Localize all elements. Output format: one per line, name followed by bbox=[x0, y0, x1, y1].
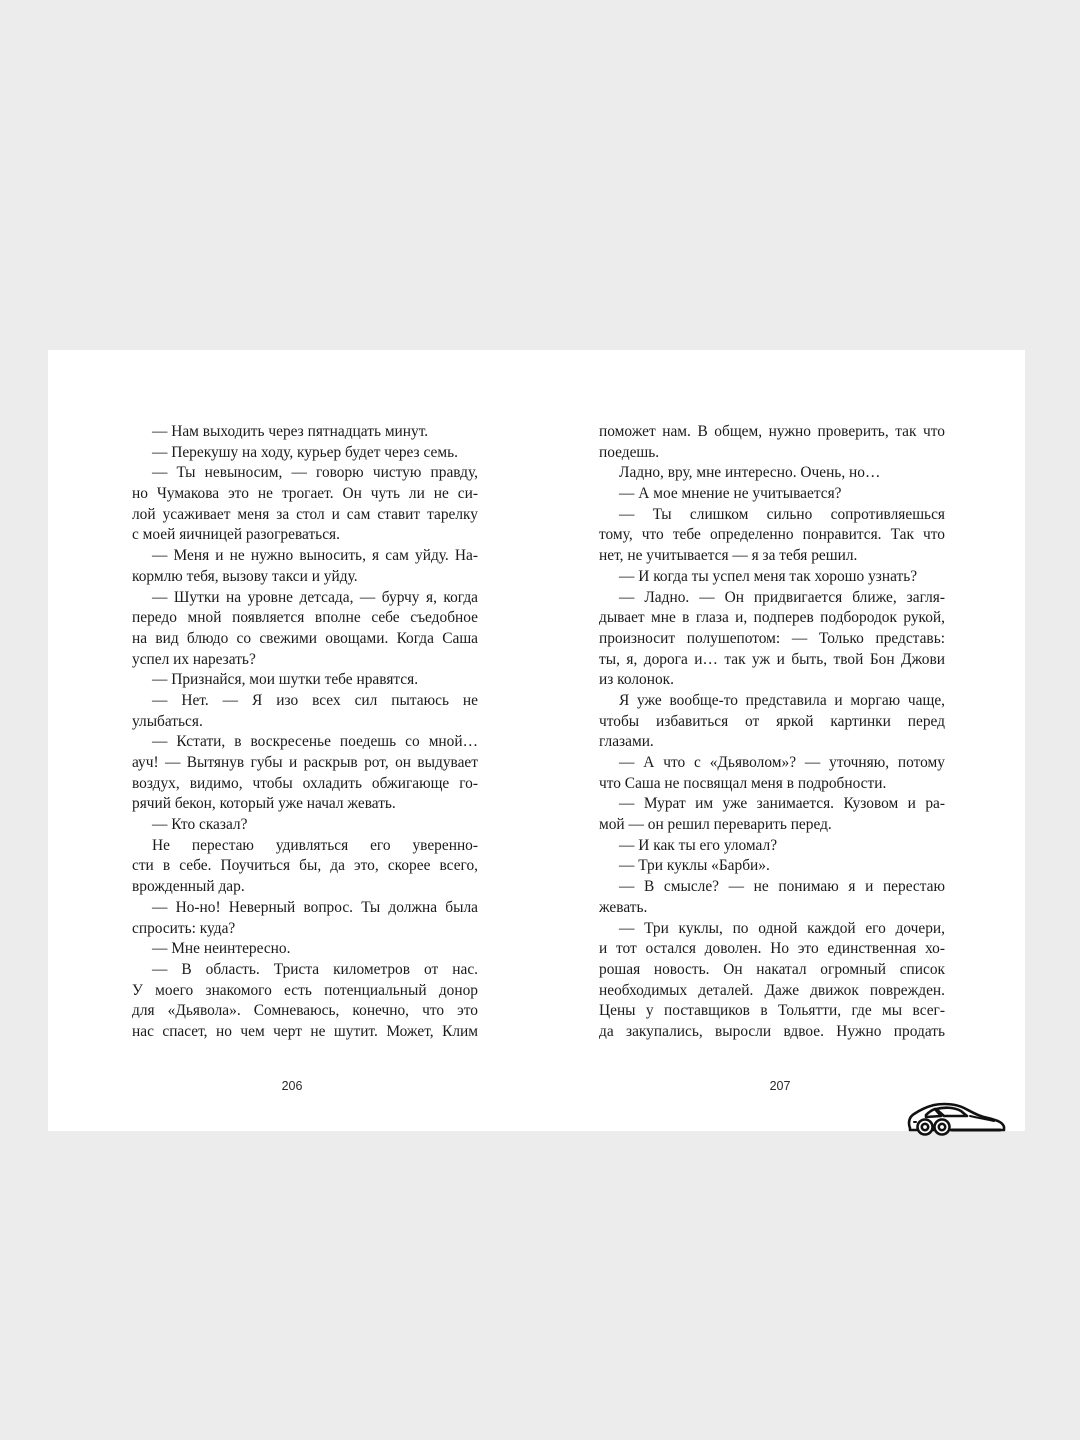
text-line: Я уже вообще-то представила и моргаю чаще, bbox=[619, 691, 945, 709]
text-line: рячий бекон, который уже начал жевать. bbox=[132, 795, 396, 813]
text-line: что Саша не посвящал меня в подробности. bbox=[599, 774, 887, 792]
text-line: из колонок. bbox=[599, 671, 674, 689]
text-line: — В смысле? — не понимаю я и перестаю bbox=[619, 878, 945, 896]
text-line: лой усаживает меня за стол и сам ставит тарелку bbox=[132, 505, 478, 523]
text-line: — Меня и не нужно выносить, я сам уйду. На- bbox=[152, 547, 478, 565]
text-line: кормлю тебя, вызову такси и уйду. bbox=[132, 567, 358, 585]
text-line: улыбаться. bbox=[132, 712, 203, 730]
text-line: врожденный дар. bbox=[132, 878, 245, 896]
right-page-text bbox=[599, 422, 945, 1043]
text-line: чтобы избавиться от яркой картинки перед bbox=[599, 712, 945, 730]
text-line: жевать. bbox=[599, 898, 648, 916]
page-number-left: 206 bbox=[281, 1079, 303, 1093]
text-line: — Кто сказал? bbox=[152, 816, 248, 834]
text-line: Ладно, вру, мне интересно. Очень, но… bbox=[619, 464, 881, 482]
text-line: — Шутки на уровне детсада, — бурчу я, когда bbox=[152, 588, 478, 606]
text-line: — Три куклы «Барби». bbox=[619, 857, 770, 875]
text-line: — И когда ты успел меня так хорошо узнать? bbox=[619, 567, 918, 585]
text-line: — А мое мнение не учитывается? bbox=[619, 485, 842, 503]
text-line: на вид блюдо со свежими овощами. Когда Саша bbox=[132, 629, 478, 647]
page-number-right: 207 bbox=[769, 1079, 791, 1093]
text-line: — Три куклы, по одной каждой его дочери, bbox=[619, 919, 945, 937]
text-line: У моего знакомого есть потенциальный донор bbox=[132, 981, 478, 999]
text-line: рошая новость. Он накатал огромный список bbox=[599, 960, 945, 978]
text-line: — Нам выходить через пятнадцать минут. bbox=[152, 423, 429, 440]
text-line: ауч! — Вытянув губы и раскрыв рот, он выдувает bbox=[132, 754, 478, 771]
text-line: — Ты слишком сильно сопротивляешься bbox=[619, 505, 945, 523]
text-line: глазами. bbox=[599, 733, 654, 751]
text-line: — Кстати, в воскресенье поедешь со мной… bbox=[152, 733, 478, 751]
text-line: — Ладно. — Он придвигается ближе, загля- bbox=[619, 588, 945, 606]
text-line: — Нет. — Я изо всех сил пытаюсь не bbox=[152, 691, 478, 709]
text-line: сти в себе. Поучиться бы, да это, скорее всего, bbox=[132, 857, 478, 875]
text-line: дывает мне в глаза и, подперев подбородок рукой, bbox=[599, 609, 945, 627]
text-line: Не перестаю удивляться его уверенно- bbox=[152, 836, 478, 854]
text-line: — В область. Триста километров от нас. bbox=[152, 960, 478, 978]
text-line: — Признайся, мои шутки тебе нравятся. bbox=[152, 671, 419, 689]
text-line: — А что с «Дьяволом»? — уточняю, потому bbox=[619, 754, 945, 771]
text-line: поможет нам. В общем, нужно проверить, так что bbox=[599, 423, 945, 440]
text-line: — Мурат им уже занимается. Кузовом и ра- bbox=[619, 795, 945, 813]
text-line: — И как ты его уломал? bbox=[619, 836, 778, 854]
left-page-text bbox=[132, 422, 478, 1043]
text-line: да закупались, выросли вдвое. Нужно продать bbox=[599, 1022, 945, 1040]
text-line: — Ты невыносим, — говорю чистую правду, bbox=[152, 464, 478, 482]
text-line: необходимых деталей. Даже движок поврежден. bbox=[599, 981, 945, 999]
text-line: мой — он решил переварить перед. bbox=[599, 816, 832, 834]
book-spread bbox=[48, 350, 1025, 1131]
text-line: нас спасет, но чем черт не шутит. Может, Клим bbox=[132, 1022, 478, 1040]
text-line: нет, не учитывается — я за тебя решил. bbox=[599, 547, 858, 565]
sports-car-icon bbox=[904, 1097, 1008, 1137]
text-line: воздух, видимо, чтобы охладить обжигающе го- bbox=[132, 774, 478, 792]
text-line: поедешь. bbox=[599, 443, 660, 461]
text-line: тому, что тебе определенно понравится. Так что bbox=[599, 526, 945, 544]
text-line: успел их нарезать? bbox=[132, 650, 256, 668]
text-line: — Но-но! Неверный вопрос. Ты должна была bbox=[152, 898, 478, 916]
text-line: передо мной появляется вполне себе съедобное bbox=[132, 609, 478, 627]
text-line: ты, я, дорога и… так уж и быть, твой Бон Джови bbox=[599, 650, 945, 668]
text-line: для «Дьявола». Сомневаюсь, конечно, что это bbox=[132, 1002, 478, 1020]
text-line: с моей яичницей разогреваться. bbox=[132, 526, 340, 544]
text-line: но Чумакова это не трогает. Он чуть ли не си- bbox=[132, 485, 478, 503]
text-line: — Перекушу на ходу, курьер будет через семь. bbox=[152, 443, 458, 461]
text-line: произносит полушепотом: — Только представь: bbox=[599, 629, 945, 647]
text-line: — Мне неинтересно. bbox=[152, 940, 291, 958]
text-line: спросить: куда? bbox=[132, 919, 236, 937]
text-line: и тот остался доволен. Но это единственная хо- bbox=[599, 940, 945, 958]
text-line: Цены у поставщиков в Тольятти, где мы всег- bbox=[599, 1002, 945, 1020]
